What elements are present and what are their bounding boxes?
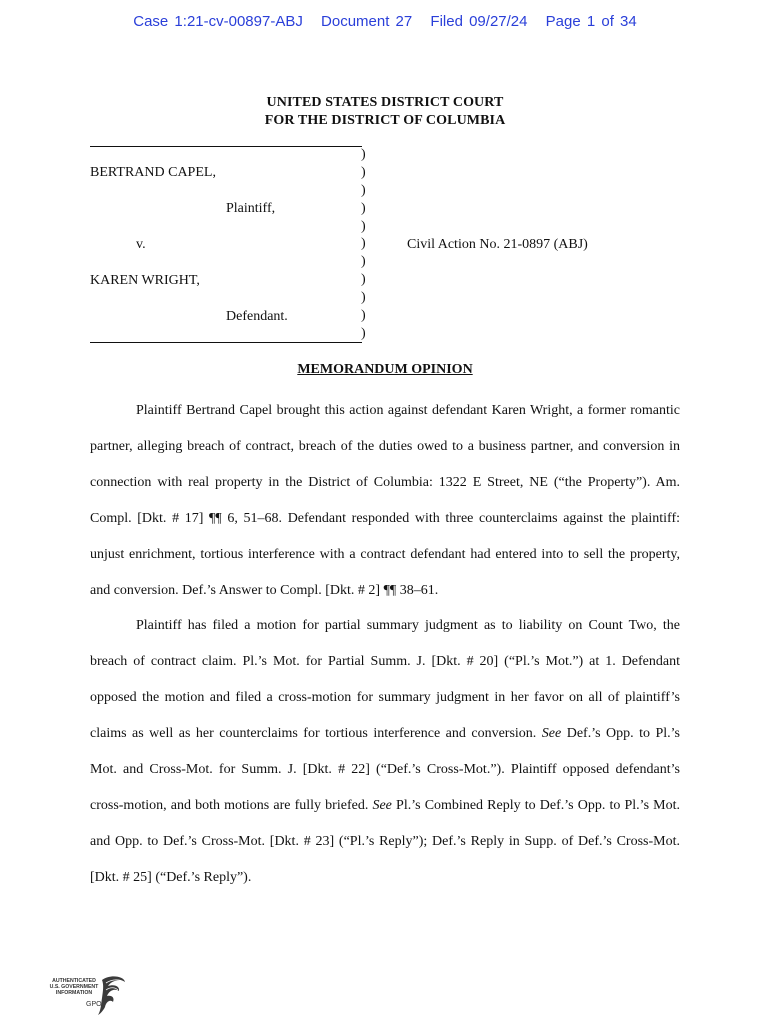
paragraph-2-part-a: Plaintiff has filed a motion for partial summary judgment as to liability on Count Two, the breach of contract claim. Pl.’s Mot. for Partial Summ. J. [Dkt. # 20] (“Pl.’s Mot.”) at 1. Defendant opposed the motion and filed a cross-motion for summary judgment in her favor on all of plaintiff’s claims as well as her counterclaims for tortious interference and conversion. — [90, 618, 680, 742]
see-signal: See — [541, 726, 562, 742]
caption-paren: ) — [361, 164, 366, 180]
caption-paren: ) — [361, 272, 366, 288]
caption-paren: ) — [361, 218, 366, 234]
caption-bottom-rule — [90, 342, 362, 343]
seal-text — [42, 978, 106, 997]
defendant-role: Defendant. — [226, 309, 288, 324]
paragraph-2-part-c: Pl.’s Combined Reply to Def.’s Opp. to Pl.’s Mot. and Opp. to Def.’s Cross-Mot. [Dkt. # 23] (“Pl.’s Reply”); Def.’s Reply in Supp. of Def.’s Cross-Mot. [Dkt. # 25] (“Def.’s Reply”). — [90, 797, 680, 885]
gpo-authentication-seal — [42, 974, 132, 1019]
paragraph-2-part-b: Def.’s Opp. to Pl.’s Mot. and Cross-Mot. for Summ. J. [Dkt. # 22] (“Def.’s Cross-Mot.”). Plaintiff opposed defendant’s cross-motion, and both motions are fully briefed. — [90, 726, 680, 813]
versus: v. — [136, 237, 146, 252]
seal-line-3: INFORMATION — [55, 990, 93, 997]
caption-paren: ) — [361, 308, 366, 324]
see-signal: See — [372, 797, 392, 813]
seal-gpo: GPO — [86, 1001, 102, 1008]
caption-parentheses — [361, 146, 366, 343]
page-header — [0, 13, 770, 30]
seal-line-2: U.S. GOVERNMENT — [49, 984, 99, 991]
plaintiff-name: BERTRAND CAPEL, — [90, 165, 216, 180]
paragraph-1: Plaintiff Bertrand Capel brought this action against defendant Karen Wright, a former romantic partner, alleging breach of contract, breach of the duties owed to a business partner, and conversion in connection with real property in the District of Columbia: 1322 E Street, NE (“the Property”). Am. Compl. [Dkt. # 17] ¶¶ 6, 51–68. Defendant responded with three counterclaims against the plaintiff: unjust enrichment, tortious interference with a contract defendant had entered into to sell the property, and conversion. Def.’s Answer to Compl. [Dkt. # 2] ¶¶ 38–61. — [90, 403, 680, 598]
caption-paren: ) — [361, 147, 366, 162]
filed-date: Filed 09/27/24 — [430, 13, 528, 30]
caption-paren: ) — [361, 254, 366, 270]
caption-paren: ) — [361, 236, 366, 252]
page-indicator: Page 1 of 34 — [545, 13, 637, 30]
document-title: MEMORANDUM OPINION — [297, 362, 473, 377]
defendant-name: KAREN WRIGHT, — [90, 273, 200, 288]
caption-top-rule — [90, 146, 362, 147]
caption-paren: ) — [361, 290, 366, 306]
case-number: Case 1:21-cv-00897-ABJ — [133, 13, 303, 30]
caption-paren: ) — [361, 182, 366, 198]
opinion-body — [90, 393, 680, 896]
court-district: FOR THE DISTRICT OF COLUMBIA — [264, 113, 506, 128]
civil-action-number: Civil Action No. 21-0897 (ABJ) — [407, 237, 588, 252]
paragraph-2 — [90, 608, 680, 895]
seal-line-1: AUTHENTICATED — [52, 978, 96, 984]
plaintiff-role: Plaintiff, — [226, 201, 276, 216]
caption-paren: ) — [361, 200, 366, 216]
caption-paren: ) — [361, 325, 366, 341]
eagle-seal-icon — [98, 974, 128, 1016]
document-number: Document 27 — [321, 13, 413, 30]
court-name: UNITED STATES DISTRICT COURT — [266, 95, 504, 110]
